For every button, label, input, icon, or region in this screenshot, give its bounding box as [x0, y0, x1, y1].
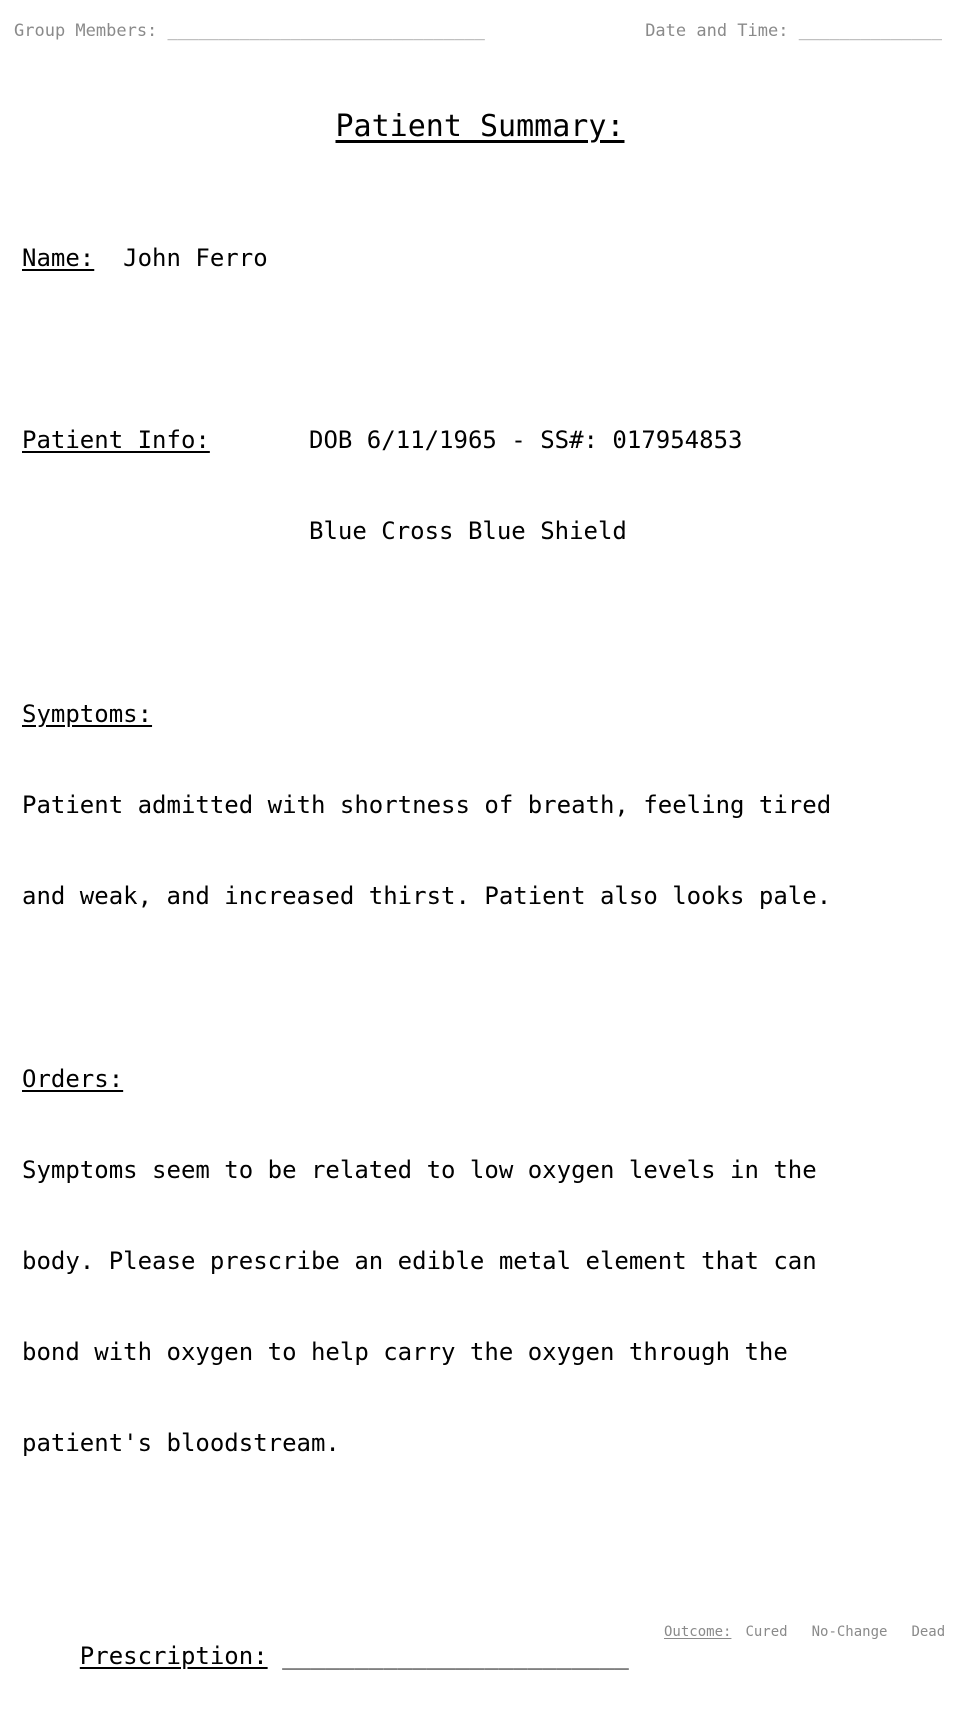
- worksheet-header: [14, 21, 942, 43]
- symptoms-heading-row: [22, 699, 942, 729]
- patient-info-row: [22, 425, 942, 455]
- patient-info-label: Patient Info:: [22, 426, 210, 455]
- orders-text-line: bond with oxygen to help carry the oxygen through the: [22, 1338, 788, 1367]
- orders-label: Orders:: [22, 1064, 124, 1093]
- symptoms-text-line: and weak, and increased thirst. Patient also looks pale.: [22, 882, 832, 911]
- orders-text-line: Symptoms seem to be related to low oxygen levels in the: [22, 1155, 817, 1184]
- name-label: Name:: [22, 243, 95, 272]
- symptoms-label: Symptoms:: [22, 699, 153, 728]
- date-time-field[interactable]: Date and Time: ______________: [645, 21, 942, 41]
- outcome-section: [664, 1617, 945, 1647]
- patient-name: John Ferro: [123, 243, 268, 272]
- outcome-option-dead[interactable]: Dead: [911, 1623, 946, 1640]
- orders-text-line: patient's bloodstream.: [22, 1429, 340, 1458]
- patient-insurance: Blue Cross Blue Shield: [309, 517, 627, 546]
- patient-summary-body: [22, 182, 946, 1672]
- outcome-option-cured[interactable]: Cured: [745, 1623, 788, 1640]
- prescription-label: Prescription:: [79, 1642, 268, 1671]
- group-members-field[interactable]: Group Members: _______________________________: [14, 21, 485, 41]
- outcome-option-no-change[interactable]: No-Change: [811, 1623, 888, 1640]
- orders-text-line: body. Please prescribe an edible metal element that can: [22, 1247, 817, 1276]
- outcome-label: Outcome:: [664, 1623, 732, 1640]
- patient-insurance-row: [22, 516, 942, 546]
- name-row: [22, 243, 942, 273]
- prescription-row: [22, 1611, 946, 1671]
- symptoms-text-line: Patient admitted with shortness of breath, feeling tired: [22, 791, 832, 820]
- prescription-blank-field[interactable]: ________________________: [282, 1642, 629, 1671]
- patient-dob-ssn: DOB 6/11/1965 - SS#: 017954853: [309, 426, 743, 455]
- page-title: Patient Summary:: [335, 109, 625, 144]
- orders-heading-row: [22, 1064, 942, 1094]
